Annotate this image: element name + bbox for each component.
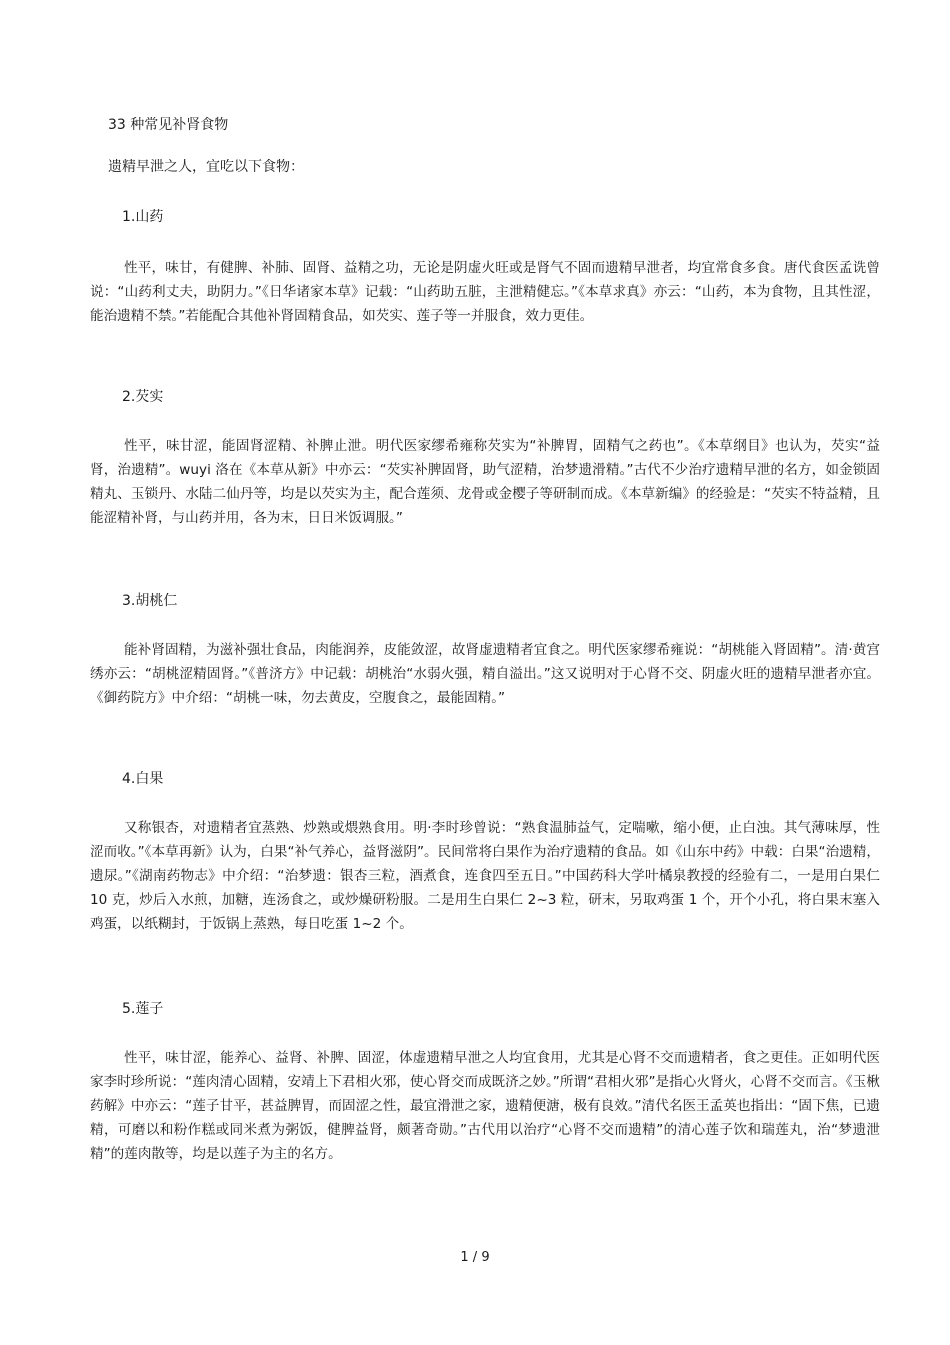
intro-text: 遗精早泄之人，宜吃以下食物： bbox=[108, 159, 304, 175]
section-body-ginkgo: 又称银杏，对遗精者宜蒸熟、炒熟或煨熟食用。明·李时珍曾说：“熟食温肺益气，定喘嗽，缩小便，止白浊。其气薄味厚，性涩而收。”《本草再新》认为，白果“补气养心，益肾滋阴”。民间常将白果作为治疗遗精的食品。如《山东中药》中载：白果“治遗精，遗尿。”《湖南药物志》中介绍：“治梦遗：银杏三粒，酒煮食，连食四至五日。”中国药科大学叶橘泉教授的经验有二，一是用白果仁 10 克，炒后入水煎，加糖，连汤食之，或炒燥研粉服。二是用生白果仁 2~3 粒，研末，另取鸡蛋 1 个，开个小孔，将白果末塞入鸡蛋，以纸糊封，于饭锅上蒸熟，每日吃蛋 1~2 个。 bbox=[90, 820, 880, 932]
section-body-euryale: 性平，味甘涩，能固肾涩精、补脾止泄。明代医家缪希雍称芡实为“补脾胃，固精气之药也”。《本草纲目》也认为，芡实“益肾，治遗精”。wuyi 洛在《本草从新》中亦云：“芡实补脾固肾，助气涩精，治梦遗滑精。”古代不少治疗遗精早泄的名方，如金锁固精丸、玉锁丹、水陆二仙丹等，均是以芡实为主，配合莲须、龙骨或金樱子等研制而成。《本草新编》的经验是：“芡实不特益精，且能涩精补肾，与山药并用，各为末，日日米饭调服。” bbox=[90, 438, 880, 526]
page-number: 1 / 9 bbox=[460, 1250, 490, 1265]
section-heading-walnut: 3.胡桃仁 bbox=[122, 593, 178, 609]
section-heading-ginkgo: 4.白果 bbox=[122, 771, 164, 787]
section-heading-euryale: 2.芡实 bbox=[122, 389, 164, 405]
document-title: 33 种常见补肾食物 bbox=[108, 117, 229, 133]
section-body-yam: 性平，味甘，有健脾、补肺、固肾、益精之功，无论是阴虚火旺或是肾气不固而遗精早泄者，均宜常食多食。唐代食医孟诜曾说：“山药利丈夫，助阴力。”《日华诸家本草》记载：“山药助五脏，主泄精健忘。”《本草求真》亦云：“山药，本为食物，且其性涩，能治遗精不禁。”若能配合其他补肾固精食品，如芡实、莲子等一并服食，效力更佳。 bbox=[90, 260, 880, 324]
section-body-lotus-seed: 性平，味甘涩，能养心、益肾、补脾、固涩，体虚遗精早泄之人均宜食用，尤其是心肾不交而遗精者，食之更佳。正如明代医家李时珍所说：“莲肉清心固精，安靖上下君相火邪，使心肾交而成既济之妙。”所谓“君相火邪”是指心火肾火，心肾不交而言。《玉楸药解》中亦云：“莲子甘平，甚益脾胃，而固涩之性，最宜滑泄之家，遗精便溏，极有良效。”清代名医王孟英也指出：“固下焦，已遗精，可磨以和粉作糕或同米煮为粥饭，健脾益肾，颇著奇勋。”古代用以治疗“心肾不交而遗精”的清心莲子饮和瑞莲丸，治“梦遗泄精”的莲肉散等，均是以莲子为主的名方。 bbox=[90, 1050, 880, 1162]
section-heading-yam: 1.山药 bbox=[122, 209, 164, 225]
section-heading-lotus-seed: 5.莲子 bbox=[122, 1001, 164, 1017]
section-body-walnut: 能补肾固精，为滋补强壮食品，肉能润养，皮能敛涩，故肾虚遗精者宜食之。明代医家缪希雍说：“胡桃能入肾固精”。清·黄宫绣亦云：“胡桃涩精固肾。”《普济方》中记载：胡桃治“水弱火强，精自溢出。”这又说明对于心肾不交、阴虚火旺的遗精早泄者亦宜。《御药院方》中介绍：“胡桃一味，勿去黄皮，空腹食之，最能固精。” bbox=[90, 642, 880, 706]
